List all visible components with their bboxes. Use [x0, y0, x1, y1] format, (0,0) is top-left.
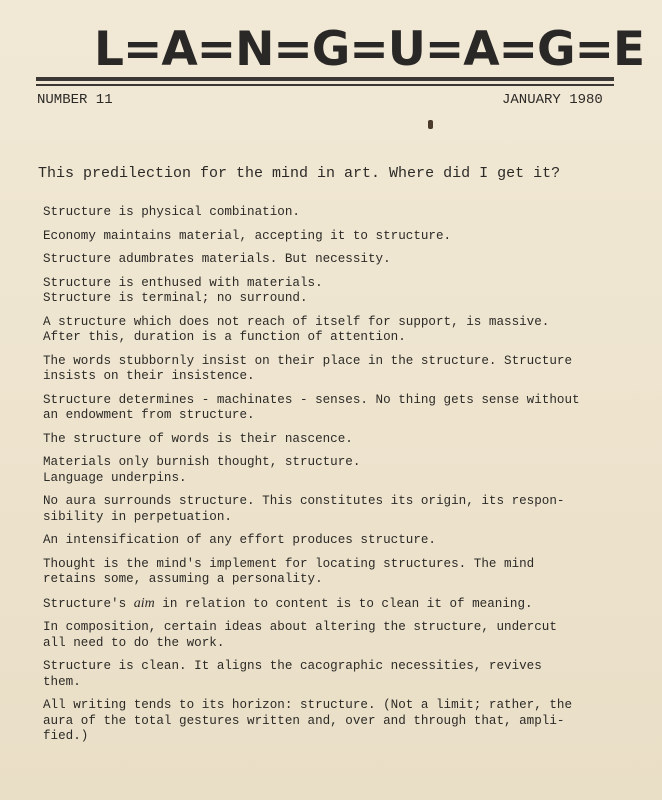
paragraph: Structure is physical combination.: [43, 205, 300, 219]
aim-paragraph-start: Structure's: [43, 596, 134, 611]
paragraph: An intensification of any effort produces structure.: [43, 533, 436, 547]
aim-emphasis: aim: [133, 595, 155, 611]
paragraph: Structure is clean. It aligns the cacographic necessities, revives them.: [43, 659, 542, 689]
paragraph: Structure is enthused with materials. Structure is terminal; no surround.: [43, 275, 323, 305]
paragraph: No aura surrounds structure. This constitutes its origin, its respon- sibility in perpetuation.: [43, 494, 565, 524]
paragraph: In composition, certain ideas about altering the structure, undercut all need to do the work.: [43, 620, 557, 650]
paragraph: A structure which does not reach of itself for support, is massive. After this, duration is a function of attention.: [43, 314, 550, 344]
article-body: [43, 205, 623, 753]
issue-date: JANUARY 1980: [502, 92, 603, 108]
paragraph: All writing tends to its horizon: structure. (Not a limit; rather, the aura of the total gestures written and, over and through that, ampli- fied.): [43, 698, 573, 743]
aim-paragraph-end: in relation to content is to clean it of meaning.: [154, 596, 533, 611]
masthead-thick-rule: [36, 77, 614, 81]
publication-title: L=A=N=G=U=A=G=E: [94, 22, 645, 77]
paragraph: The words stubbornly insist on their place in the structure. Structure insists on their insistence.: [43, 353, 573, 383]
ink-speck: [428, 120, 433, 129]
masthead-thin-rule: [36, 84, 614, 86]
headline: This predilection for the mind in art. Where did I get it?: [38, 165, 561, 182]
issue-number: NUMBER 11: [37, 92, 113, 108]
aim-paragraph: [43, 596, 623, 613]
masthead: [36, 22, 645, 78]
paragraph: The structure of words is their nascence.: [43, 431, 353, 446]
paragraph: Structure adumbrates materials. But necessity.: [43, 252, 391, 266]
paragraph: Materials only burnish thought, structure. Language underpins.: [43, 455, 361, 485]
paragraph: Economy maintains material, accepting it to structure.: [43, 228, 452, 243]
paragraph: Thought is the mind's implement for locating structures. The mind retains some, assuming a personality.: [43, 556, 535, 586]
paragraph: Structure determines - machinates - senses. No thing gets sense without an endowment from structure.: [43, 392, 580, 422]
